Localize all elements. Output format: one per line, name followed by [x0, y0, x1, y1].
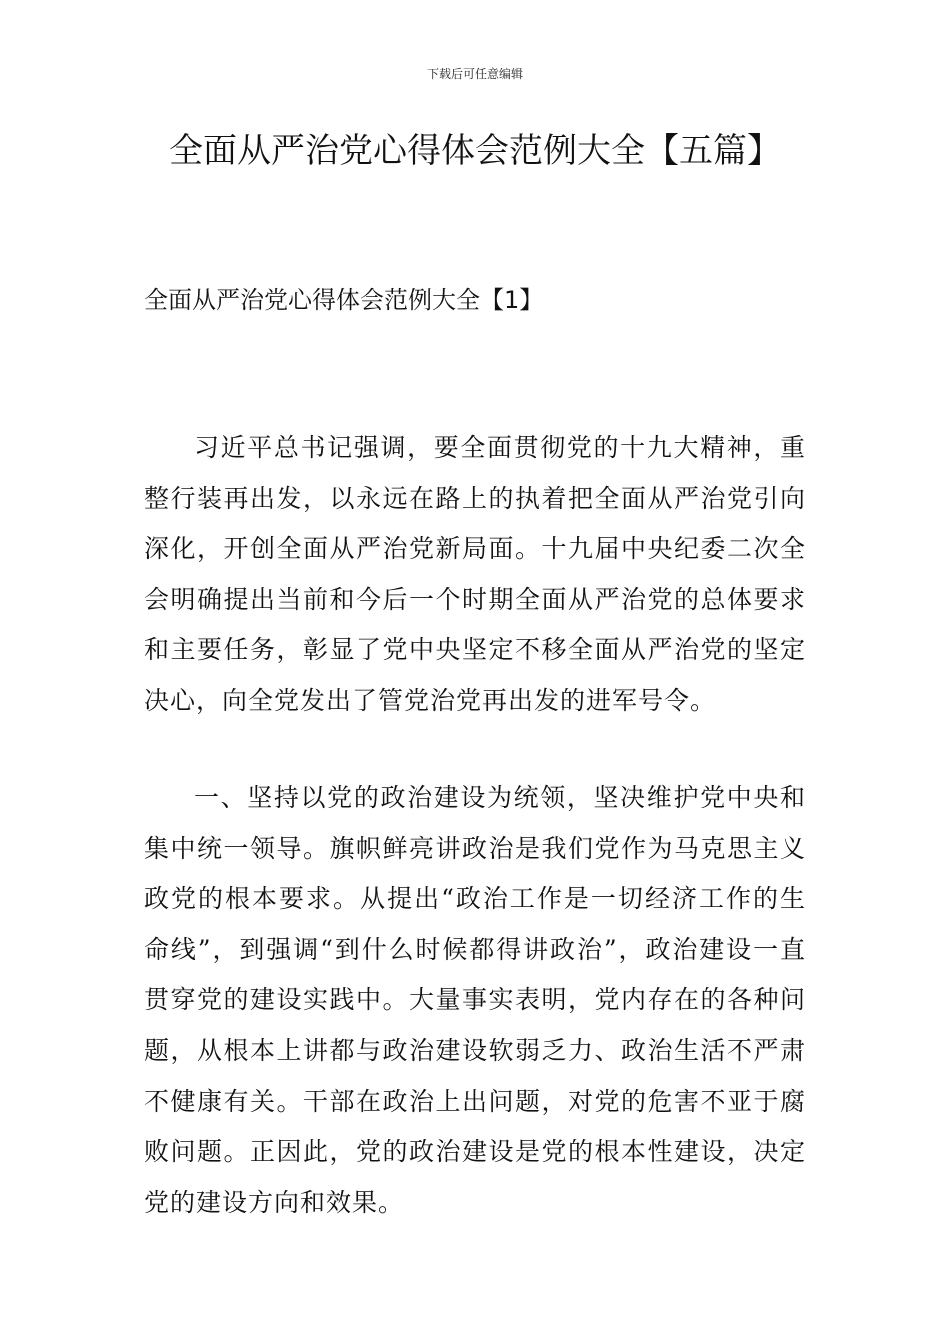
body-paragraph: 一、坚持以党的政治建设为统领，坚决维护党中央和集中统一领导。旗帜鲜亮讲政治是我们党作为马克思主义政党的根本要求。从提出“政治工作是一切经济工作的生命线”，到强调“到什么时候都得讲政治”，政治建设一直贯穿党的建设实践中。大量事实表明，党内存在的各种问题，从根本上讲都与政治建设软弱乏力、政治生活不严肃不健康有关。干部在政治上出问题，对党的危害不亚于腐败问题。正因此，党的政治建设是党的根本性建设，决定党的建设方向和效果。: [144, 783, 806, 1217]
body-paragraph: 习近平总书记强调，要全面贯彻党的十九大精神，重整行装再出发，以永远在路上的执着把全面从严治党引向深化，开创全面从严治党新局面。十九届中央纪委二次全会明确提出当前和今后一个时期全面从严治党的总体要求和主要任务，彰显了党中央坚定不移全面从严治党的坚定决心，向全党发出了管党治党再出发的进军号令。: [144, 433, 806, 715]
section-heading: 全面从严治党心得体会范例大全【1】: [144, 286, 544, 314]
header-note: 下载后可任意编辑: [426, 67, 523, 81]
document-title: 全面从严治党心得体会范例大全【五篇】: [169, 131, 781, 171]
